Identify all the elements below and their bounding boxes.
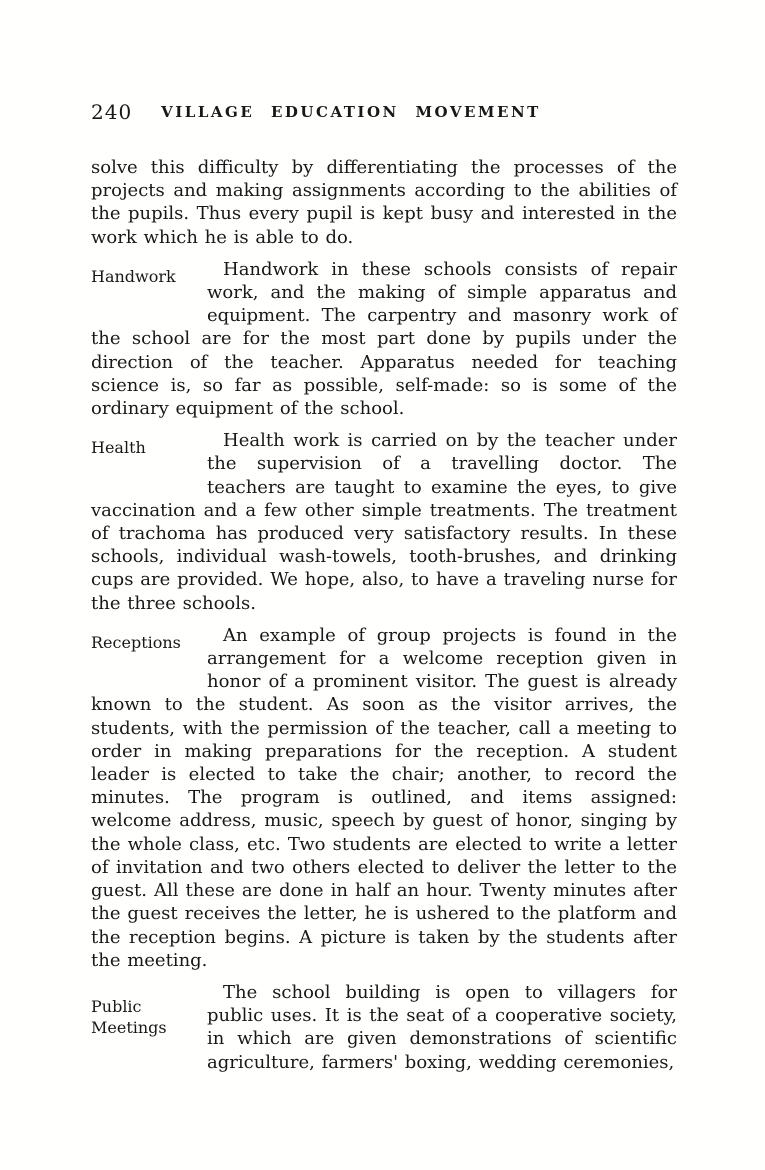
margin-label-public-meetings: Public Meetings: [91, 996, 167, 1037]
section-health: [91, 429, 677, 615]
margin-label-handwork: Handwork: [91, 266, 176, 286]
paragraph-receptions-text: An example of group projects is found in the arrangement for a welcome reception given in honor of a prominent visitor. The guest is already known to the student. As soon as the visitor arrives, the students, with the permission of the teacher, call a meeting to order in making preparations for the reception. A student leader is elected to take the chair; another, to record the minutes. The program is outlined, and items assigned: welcome address, music, speech by guest of honor, singing by the whole class, etc. Two students are elected to write a letter of invitation and two others elected to deliver the letter to the guest. All these are done in half an hour. Twenty minutes after the guest receives the letter, he is ushered to the platform and the reception begins. A picture is taken by the students after the meeting.: [91, 624, 677, 971]
paragraph-health-text: Health work is carried on by the teacher under the supervision of a travelling doctor. The teachers are taught to examine the eyes, to give vaccination and a few other simple treatments. The treatment of trachoma has produced very satisfactory results. In these schools, individual wash-towels, tooth-brushes, and drinking cups are provided. We hope, also, to have a traveling nurse for the three schools.: [91, 430, 677, 614]
section-receptions: [91, 624, 677, 972]
margin-label-health: Health: [91, 438, 146, 458]
margin-label-receptions: Receptions: [91, 632, 181, 652]
running-title: VILLAGE EDUCATION MOVEMENT: [161, 103, 541, 121]
paragraph-public-meetings-text: The school building is open to villagers for public uses. It is the seat of a cooperative society, in which are given demonstrations of scientific agriculture, farmers' boxing, wedding ceremonies,: [207, 981, 677, 1073]
text-column: [91, 156, 677, 1074]
section-handwork: [91, 258, 677, 420]
section-public-meetings: [91, 981, 677, 1074]
paragraph-receptions: [91, 624, 677, 972]
running-head: [91, 100, 677, 128]
paragraph-handwork-text: Handwork in these schools consists of repair work, and the making of simple apparatus and equipment. The carpentry and masonry work of the school are for the most part done by pupils under the direction of the teacher. Apparatus needed for teaching science is, so far as possible, self-made: so is some of the ordinary equipment of the school.: [91, 258, 677, 420]
paragraph-continuation: solve this difficulty by differentiating the processes of the projects and making assignments according to the abilities of the pupils. Thus every pupil is kept busy and interested in the work which he is able to do.: [91, 157, 677, 248]
page-number: 240: [91, 100, 133, 124]
